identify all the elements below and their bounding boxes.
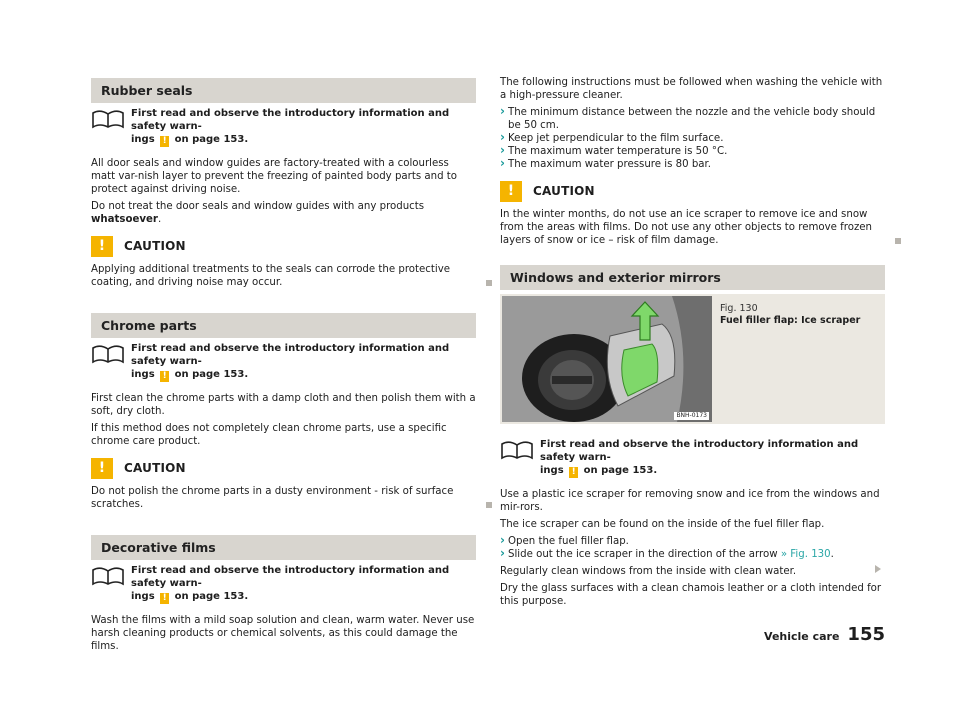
open-book-icon	[91, 344, 125, 364]
caution-body: Applying additional treatments to the seals can corrode the protective coating, and driving noise may occur.	[91, 264, 451, 288]
end-of-section-mark	[486, 502, 492, 508]
caution-header	[91, 458, 476, 479]
section-heading-windows-mirrors: Windows and exterior mirrors	[500, 265, 885, 290]
open-book-icon	[500, 440, 534, 460]
paragraph-text: .	[157, 214, 162, 225]
read-first-text: ings	[131, 134, 155, 145]
page-reference: on page 153.	[583, 465, 658, 476]
caution-text	[500, 208, 885, 247]
end-of-section-mark	[895, 238, 901, 244]
caution-body: In the winter months, do not use an ice scraper to remove ice and snow from the areas with films. Do not use any other objects to remove frozen layers of snow or ice – risk of film damage.	[500, 209, 873, 246]
paragraph: First clean the chrome parts with a damp cloth and then polish them with a soft, dry cloth.	[91, 393, 476, 417]
figure-title: Fuel filler flap: Ice scraper	[720, 315, 861, 326]
read-first-note	[91, 342, 476, 382]
read-first-text: ings	[131, 369, 155, 380]
caution-title: CAUTION	[533, 184, 595, 198]
paragraph: Dry the glass surfaces with a clean chamois leather or a cloth intended for this purpose.	[500, 583, 882, 607]
read-first-text: ings	[540, 465, 564, 476]
read-first-text: ings	[131, 591, 155, 602]
emphasis-text: whatsoever	[91, 214, 158, 225]
paragraph: Wash the films with a mild soap solution and clean, warm water. Never use harsh cleaning products or chemical solvents, as this could damage the films.	[91, 615, 475, 652]
list-item: › The maximum water pressure is 80 bar.	[500, 158, 885, 171]
left-column	[91, 78, 476, 657]
warning-icon: !	[91, 236, 113, 257]
open-book-icon	[91, 566, 125, 586]
read-first-text: First read and observe the introductory information and safety warn-	[540, 439, 859, 463]
footer-section-title: Vehicle care	[764, 630, 840, 643]
figure-caption	[712, 294, 860, 424]
paragraph: Regularly clean windows from the inside with clean water.	[500, 566, 797, 577]
figure-code: BNH-0173	[676, 412, 707, 419]
caution-header	[500, 181, 885, 202]
open-book-icon	[91, 109, 125, 129]
section-heading-chrome-parts: Chrome parts	[91, 313, 476, 338]
figure-link[interactable]: » Fig. 130	[780, 549, 831, 560]
continue-arrow-icon	[875, 565, 881, 573]
caution-text	[91, 263, 476, 289]
paragraph: The ice scraper can be found on the inside of the fuel filler flap.	[500, 519, 825, 530]
warning-icon: !	[91, 458, 113, 479]
read-first-note	[91, 564, 476, 604]
section-heading-decorative-films: Decorative films	[91, 535, 476, 560]
fuel-filler-flap-illustration	[502, 296, 712, 422]
warning-icon: !	[160, 136, 169, 147]
read-first-note	[500, 438, 885, 478]
instruction-step: › Open the fuel filler flap.	[500, 535, 885, 548]
step-text: .	[830, 549, 834, 560]
caution-text	[91, 485, 476, 511]
figure-label: Fig. 130	[720, 303, 758, 314]
right-column	[500, 76, 885, 612]
warning-icon: !	[569, 467, 578, 478]
paragraph: The following instructions must be followed when washing the vehicle with a high-pressure cleaner.	[500, 77, 883, 101]
list-item: › The maximum water temperature is 50 °C.	[500, 145, 885, 158]
read-first-note	[91, 107, 476, 147]
caution-header	[91, 236, 476, 257]
paragraph: Use a plastic ice scraper for removing snow and ice from the windows and mir-rors.	[500, 489, 880, 513]
warning-icon: !	[500, 181, 522, 202]
caution-body: Do not polish the chrome parts in a dusty environment - risk of surface scratches.	[91, 486, 454, 510]
step-text: Slide out the ice scraper in the direction of the arrow	[508, 549, 781, 560]
caution-title: CAUTION	[124, 461, 186, 475]
instruction-step	[500, 548, 885, 561]
paragraph-text: Do not treat the door seals and window guides with any products	[91, 201, 425, 212]
paragraph: All door seals and window guides are factory-treated with a colourless matt var-nish layer to prevent the freezing of painted body parts and to protect against driving noise.	[91, 158, 458, 195]
page-reference: on page 153.	[174, 591, 249, 602]
fuel-filler-flap-image	[502, 296, 712, 422]
paragraph	[91, 200, 476, 226]
figure	[500, 294, 885, 424]
list-item: › The minimum distance between the nozzle and the vehicle body should be 50 cm.	[500, 106, 885, 132]
page-number: 155	[847, 624, 885, 645]
warning-icon: !	[160, 371, 169, 382]
page-footer	[764, 624, 885, 645]
page-reference: on page 153.	[174, 134, 249, 145]
caution-title: CAUTION	[124, 239, 186, 253]
list-item: › Keep jet perpendicular to the film surface.	[500, 132, 885, 145]
read-first-text: First read and observe the introductory information and safety warn-	[131, 343, 450, 367]
page-reference: on page 153.	[174, 369, 249, 380]
read-first-text: First read and observe the introductory information and safety warn-	[131, 108, 450, 132]
section-heading-rubber-seals: Rubber seals	[91, 78, 476, 103]
read-first-text: First read and observe the introductory information and safety warn-	[131, 565, 450, 589]
warning-icon: !	[160, 593, 169, 604]
paragraph: If this method does not completely clean chrome parts, use a specific chrome care product.	[91, 423, 447, 447]
end-of-section-mark	[486, 280, 492, 286]
